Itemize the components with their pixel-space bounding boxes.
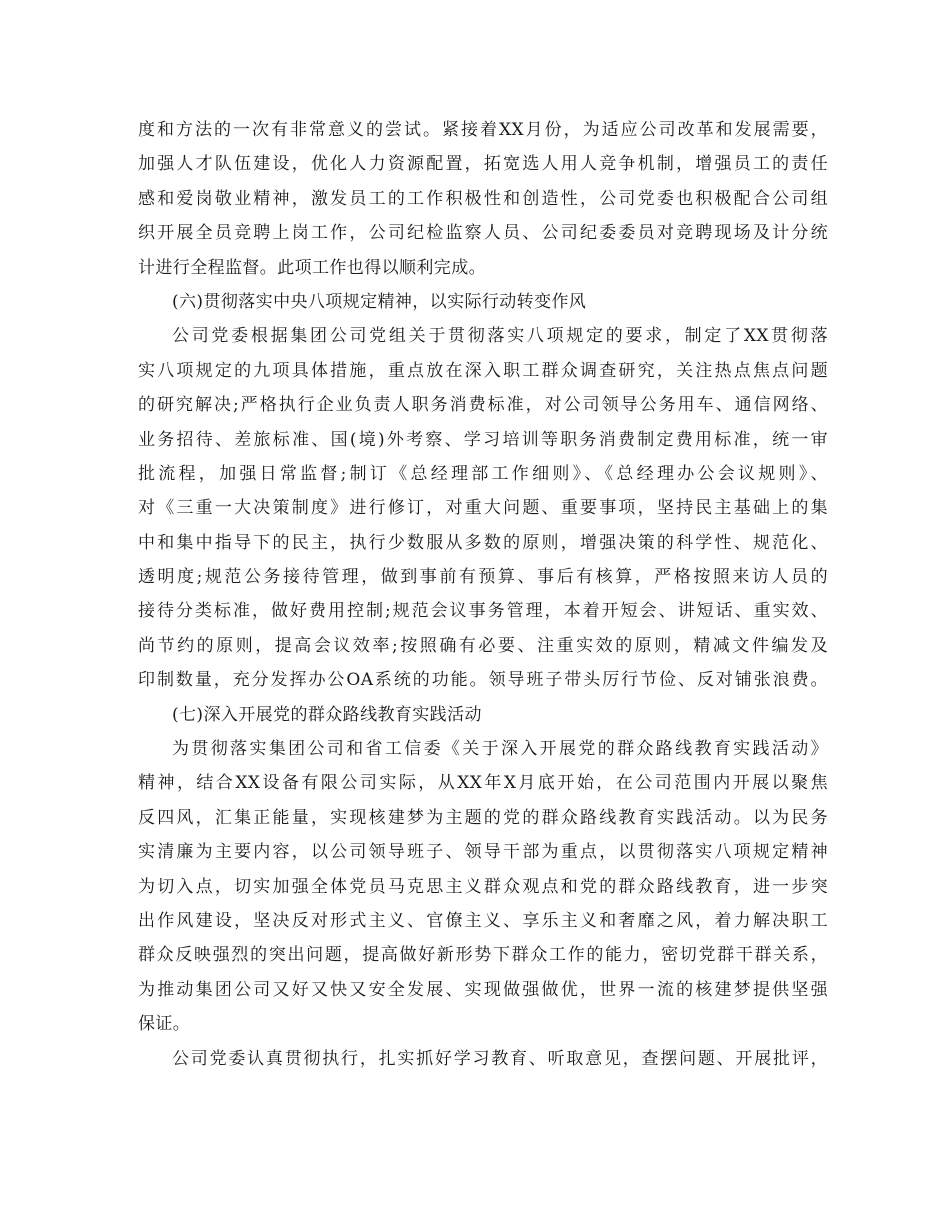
text-line: 织开展全员竞聘上岗工作，公司纪检监察人员、公司纪委委员对竞聘现场及计分统	[138, 223, 828, 244]
text-line: 为切入点，切实加强全体党员马克思主义群众观点和党的群众路线教育，进一步突	[138, 876, 828, 897]
text-line: 透明度;规范公务接待管理，做到事前有预算、事后有核算，严格按照来访人员的	[138, 567, 828, 588]
text-line: 实清廉为主要内容，以公司领导班子、领导干部为重点，以贯彻落实八项规定精神	[138, 842, 828, 863]
text-line: 计进行全程监督。此项工作也得以顺利完成。	[138, 257, 486, 278]
text-line: 度和方法的一次有非常意义的尝试。紧接着XX月份，为适应公司改革和发展需要，	[138, 120, 828, 140]
text-line: 为推动集团公司又好又快又安全发展、实现做强做优，世界一流的核建梦提供坚强	[138, 979, 828, 1000]
text-line: 加强人才队伍建设，优化人力资源配置，拓宽选人用人竞争机制，增强员工的责任	[138, 154, 828, 175]
text-line: 群众反映强烈的突出问题，提高做好新形势下群众工作的能力，密切党群干群关系，	[138, 945, 828, 966]
text-line: 出作风建设，坚决反对形式主义、官僚主义、享乐主义和奢靡之风，着力解决职工	[138, 910, 828, 931]
text-line: 尚节约的原则，提高会议效率;按照确有必要、注重实效的原则，精减文件编发及	[138, 635, 828, 656]
text-line: 感和爱岗敬业精神，激发员工的工作积极性和创造性，公司党委也积极配合公司组	[138, 188, 828, 209]
document-page	[138, 113, 828, 1076]
text-line: (六)贯彻落实中央八项规定精神，以实际行动转变作风	[172, 291, 587, 312]
text-line: 印制数量，充分发挥办公OA系统的功能。领导班子带头厉行节俭、反对铺张浪费。	[138, 670, 828, 691]
text-line: 业务招待、差旅标准、国(境)外考察、学习培训等职务消费制定费用标准，统一审	[138, 429, 828, 450]
text-line: 实八项规定的九项具体措施，重点放在深入职工群众调查研究，关注热点焦点问题	[138, 360, 828, 381]
text-line: 为贯彻落实集团公司和省工信委《关于深入开展党的群众路线教育实践活动》	[172, 739, 828, 760]
text-line: (七)深入开展党的群众路线教育实践活动	[172, 704, 482, 725]
text-line: 反四风，汇集正能量，实现核建梦为主题的党的群众路线教育实践活动。以为民务	[138, 807, 828, 828]
text-line: 公司党委认真贯彻执行，扎实抓好学习教育、听取意见，查摆问题、开展批评，	[172, 1048, 828, 1069]
text-line: 精神，结合XX设备有限公司实际，从XX年X月底开始，在公司范围内开展以聚焦	[138, 773, 828, 794]
text-line: 公司党委根据集团公司党组关于贯彻落实八项规定的要求，制定了XX贯彻落	[172, 326, 828, 347]
text-line: 接待分类标准，做好费用控制;规范会议事务管理，本着开短会、讲短话、重实效、	[138, 601, 828, 622]
text-line: 对《三重一大决策制度》进行修订，对重大问题、重要事项，坚持民主基础上的集	[138, 498, 828, 519]
text-line: 中和集中指导下的民主，执行少数服从多数的原则，增强决策的科学性、规范化、	[138, 532, 828, 553]
text-line: 的研究解决;严格执行企业负责人职务消费标准，对公司领导公务用车、通信网络、	[138, 395, 828, 416]
text-line: 批流程，加强日常监督;制订《总经理部工作细则》、《总经理办公会议规则》、	[138, 463, 828, 484]
text-line: 保证。	[138, 1014, 191, 1035]
